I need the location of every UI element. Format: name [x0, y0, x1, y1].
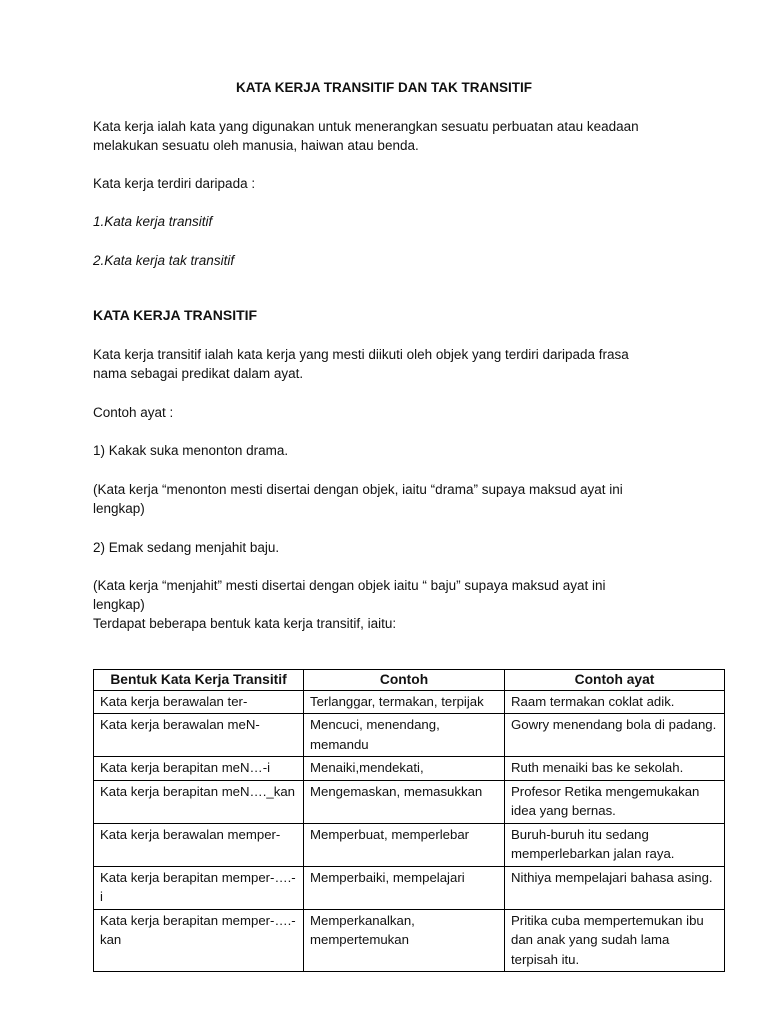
- section-heading: KATA KERJA TRANSITIF: [93, 307, 258, 323]
- list-item-transitif: 1.Kata kerja transitif: [93, 214, 213, 229]
- table-cell-contoh-ayat: Ruth menaiki bas ke sekolah.: [505, 757, 725, 781]
- header-contoh-ayat: Contoh ayat: [505, 670, 725, 691]
- example-2-note: [93, 576, 683, 633]
- table-row: [94, 714, 725, 757]
- table-row: [94, 690, 725, 714]
- table-row: [94, 866, 725, 909]
- table-cell-contoh: Memperkanalkan, mempertemukan: [304, 909, 505, 972]
- transitive-forms-table: [93, 669, 725, 972]
- example-2-note-line-2: lengkap): [93, 597, 145, 612]
- table-row: [94, 909, 725, 972]
- consists-text: Kata kerja terdiri daripada :: [93, 176, 256, 191]
- table-row: [94, 757, 725, 781]
- table-cell-contoh: Mencuci, menendang, memandu: [304, 714, 505, 757]
- intro-line-2: melakukan sesuatu oleh manusia, haiwan atau benda.: [93, 138, 419, 153]
- table-cell-bentuk: Kata kerja berapitan meN…-i: [94, 757, 304, 781]
- intro-paragraph: [93, 117, 683, 155]
- example-1-note-line-1: (Kata kerja “menonton mesti disertai dengan objek, iaitu “drama” supaya maksud ayat ini: [93, 482, 623, 497]
- table-cell-bentuk: Kata kerja berapitan memper-….-kan: [94, 909, 304, 972]
- table-cell-contoh: Memperbuat, memperlebar: [304, 823, 505, 866]
- intro-line-1: Kata kerja ialah kata yang digunakan untuk menerangkan sesuatu perbuatan atau keadaan: [93, 119, 639, 134]
- example-2-note-line-1: (Kata kerja “menjahit” mesti disertai dengan objek iaitu “ baju” supaya maksud ayat ini: [93, 578, 606, 593]
- table-cell-contoh-ayat: Raam termakan coklat adik.: [505, 690, 725, 714]
- header-bentuk: Bentuk Kata Kerja Transitif: [94, 670, 304, 691]
- list-item-tak-transitif: 2.Kata kerja tak transitif: [93, 253, 235, 268]
- document-title: KATA KERJA TRANSITIF DAN TAK TRANSITIF: [236, 80, 532, 95]
- table-cell-bentuk: Kata kerja berawalan ter-: [94, 690, 304, 714]
- example-1-note: [93, 480, 683, 518]
- table-cell-contoh-ayat: Pritika cuba mempertemukan ibu dan anak yang sudah lama terpisah itu.: [505, 909, 725, 972]
- forms-intro: Terdapat beberapa bentuk kata kerja transitif, iaitu:: [93, 616, 397, 631]
- example-2: 2) Emak sedang menjahit baju.: [93, 540, 280, 555]
- table-cell-contoh: Menaiki,mendekati,: [304, 757, 505, 781]
- table-cell-contoh-ayat: Profesor Retika mengemukakan idea yang bernas.: [505, 780, 725, 823]
- example-1-note-line-2: lengkap): [93, 501, 145, 516]
- table-cell-contoh: Mengemaskan, memasukkan: [304, 780, 505, 823]
- table-cell-contoh-ayat: Buruh-buruh itu sedang memperlebarkan jalan raya.: [505, 823, 725, 866]
- table-header-row: [94, 670, 725, 691]
- example-1: 1) Kakak suka menonton drama.: [93, 443, 289, 458]
- table-cell-contoh: Terlanggar, termakan, terpijak: [304, 690, 505, 714]
- table-cell-contoh-ayat: Gowry menendang bola di padang.: [505, 714, 725, 757]
- table-cell-bentuk: Kata kerja berawalan meN-: [94, 714, 304, 757]
- definition-line-1: Kata kerja transitif ialah kata kerja yang mesti diikuti oleh objek yang terdiri daripada frasa: [93, 347, 629, 362]
- table-cell-bentuk: Kata kerja berapitan meN…._kan: [94, 780, 304, 823]
- table-cell-contoh: Memperbaiki, mempelajari: [304, 866, 505, 909]
- table-cell-bentuk: Kata kerja berapitan memper-….-i: [94, 866, 304, 909]
- definition-paragraph: [93, 345, 683, 383]
- header-contoh: Contoh: [304, 670, 505, 691]
- example-label: Contoh ayat :: [93, 405, 174, 420]
- table-row: [94, 780, 725, 823]
- definition-line-2: nama sebagai predikat dalam ayat.: [93, 366, 304, 381]
- table-row: [94, 823, 725, 866]
- table-cell-contoh-ayat: Nithiya mempelajari bahasa asing.: [505, 866, 725, 909]
- table-cell-bentuk: Kata kerja berawalan memper-: [94, 823, 304, 866]
